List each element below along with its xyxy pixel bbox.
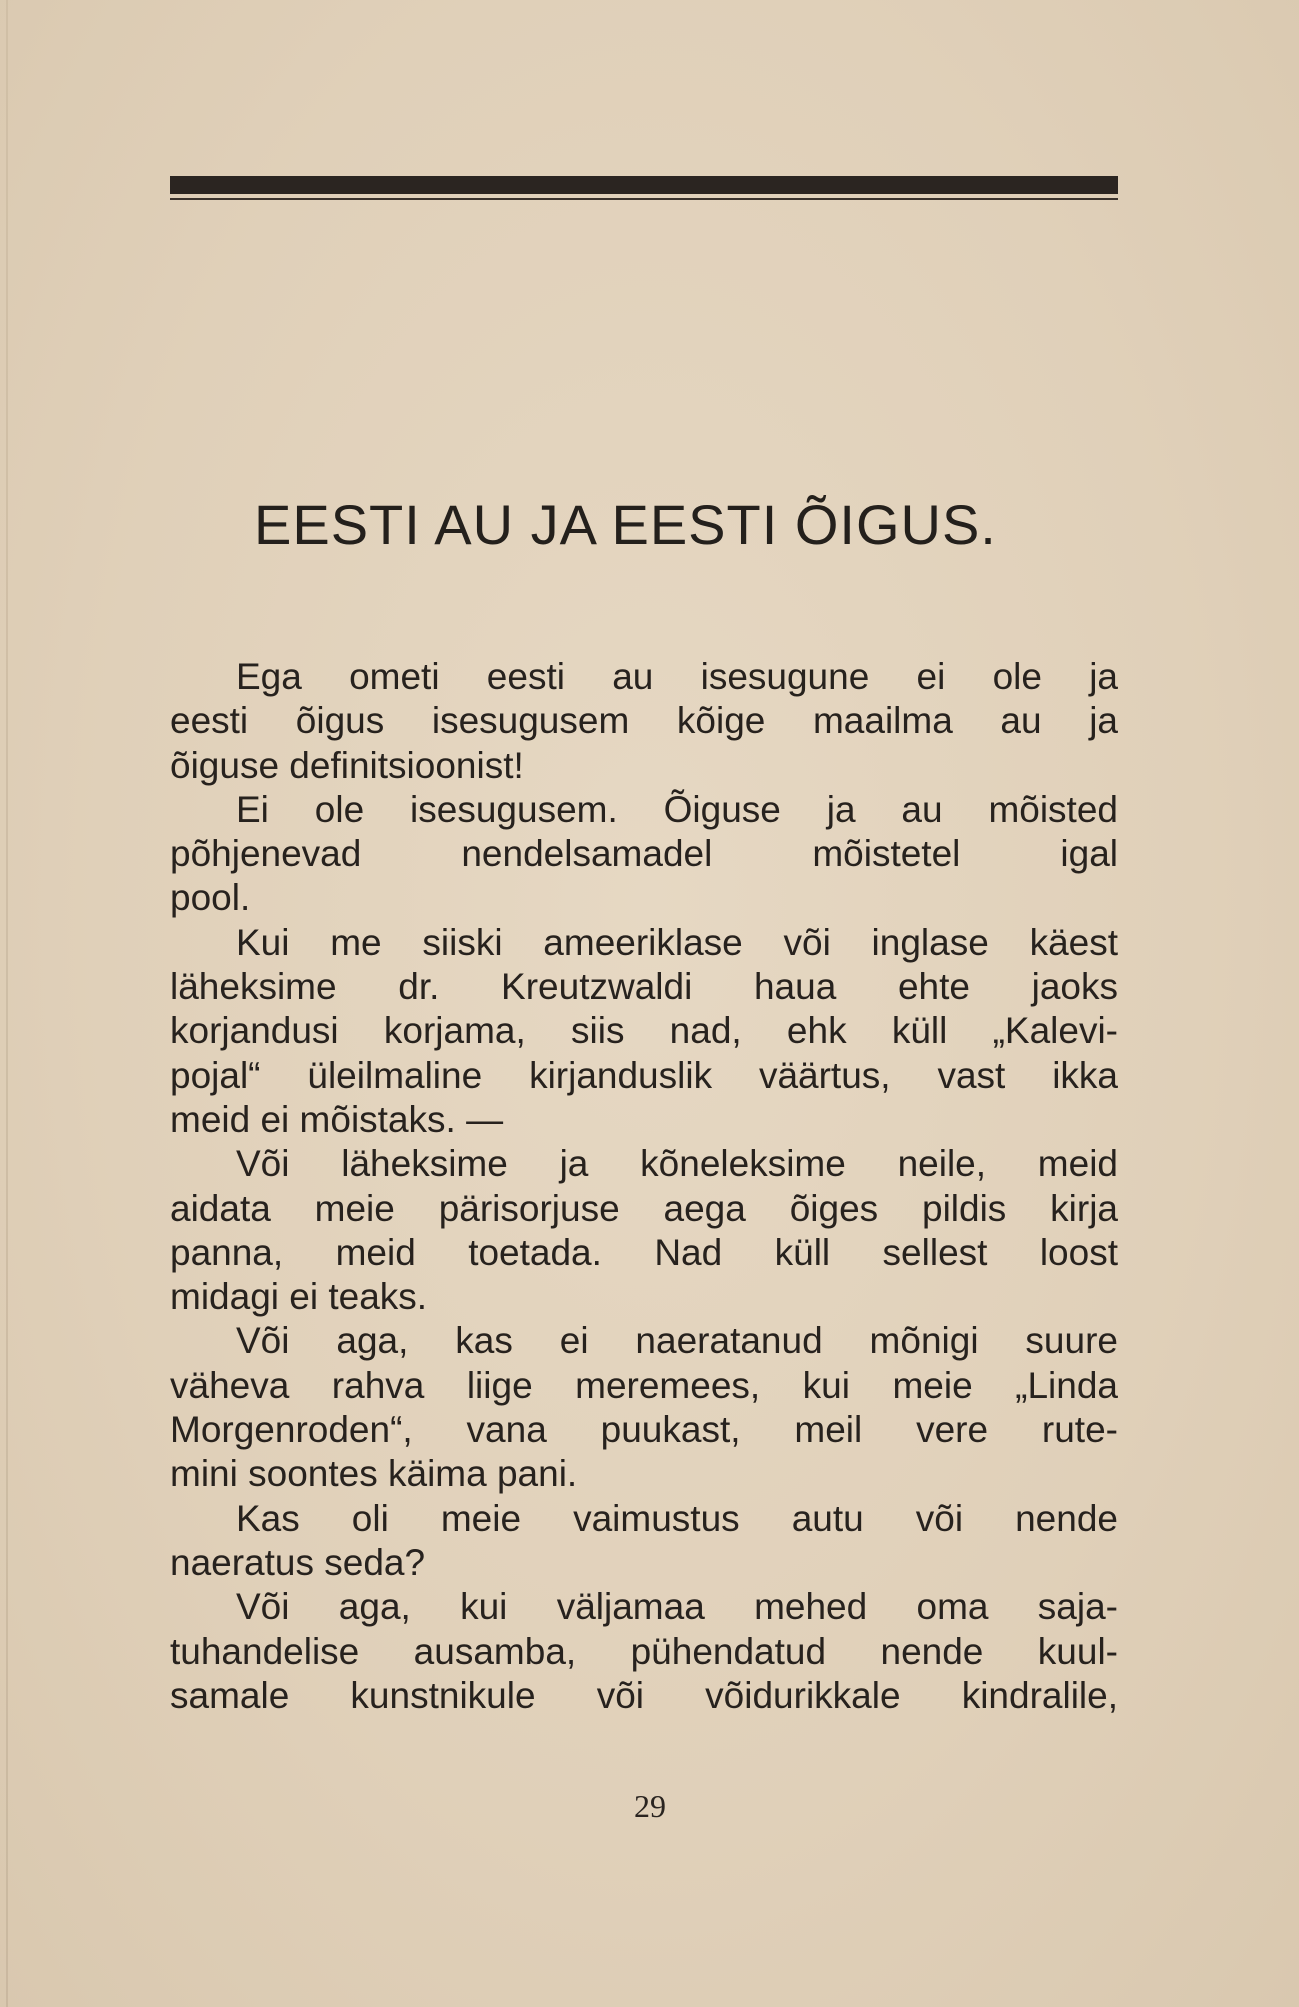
text-line: Kui me siiski ameeriklase või inglase käest bbox=[236, 921, 1118, 963]
header-rule-heavy bbox=[170, 176, 1118, 194]
body-text bbox=[170, 655, 1118, 1718]
text-line: tuhandelise ausamba, pühendatud nende kuul- bbox=[170, 1630, 1118, 1672]
text-line: samale kunstnikule või võidurikkale kindralile, bbox=[170, 1674, 1118, 1716]
text-line: põhjenevad nendelsamadel mõistetel igal bbox=[170, 833, 1118, 875]
text-line: õiguse definitsioonist! bbox=[170, 744, 524, 786]
text-line: Morgenroden“, vana puukast, meil vere rute- bbox=[170, 1409, 1118, 1451]
text-line: midagi ei teaks. bbox=[170, 1276, 428, 1318]
text-line: Kas oli meie vaimustus autu või nende bbox=[236, 1497, 1118, 1539]
text-line: pool. bbox=[170, 877, 251, 919]
text-line: Või aga, kui väljamaa mehed oma saja- bbox=[236, 1586, 1118, 1628]
text-line: korjandusi korjama, siis nad, ehk küll „Kalevi- bbox=[170, 1010, 1118, 1052]
text-line: Või läheksime ja kõneleksime neile, meid bbox=[236, 1143, 1118, 1185]
text-line: eesti õigus isesugusem kõige maailma au ja bbox=[170, 700, 1118, 742]
chapter-title: EESTI AU JA EESTI ÕIGUS. bbox=[254, 493, 997, 556]
header-rule-thin bbox=[170, 198, 1118, 200]
page-number: 29 bbox=[634, 1788, 666, 1824]
text-line: pojal“ üleilmaline kirjanduslik väärtus, vast ikka bbox=[170, 1054, 1118, 1096]
text-line: panna, meid toetada. Nad küll sellest loost bbox=[170, 1231, 1118, 1273]
text-line: aidata meie pärisorjuse aega õiges pildis kirja bbox=[170, 1187, 1118, 1229]
text-line: Ei ole isesugusem. Õiguse ja au mõisted bbox=[236, 788, 1118, 830]
text-line: väheva rahva liige meremees, kui meie „Linda bbox=[170, 1364, 1118, 1406]
text-line: naeratus seda? bbox=[170, 1541, 426, 1583]
text-line: Ega ometi eesti au isesugune ei ole ja bbox=[236, 656, 1118, 697]
text-line: mini soontes käima pani. bbox=[170, 1453, 578, 1495]
text-line: Või aga, kas ei naeratanud mõnigi suure bbox=[236, 1320, 1118, 1362]
text-line: läheksime dr. Kreutzwaldi haua ehte jaoks bbox=[170, 966, 1118, 1008]
text-line: meid ei mõistaks. — bbox=[170, 1098, 504, 1140]
page-edge bbox=[6, 0, 8, 2007]
